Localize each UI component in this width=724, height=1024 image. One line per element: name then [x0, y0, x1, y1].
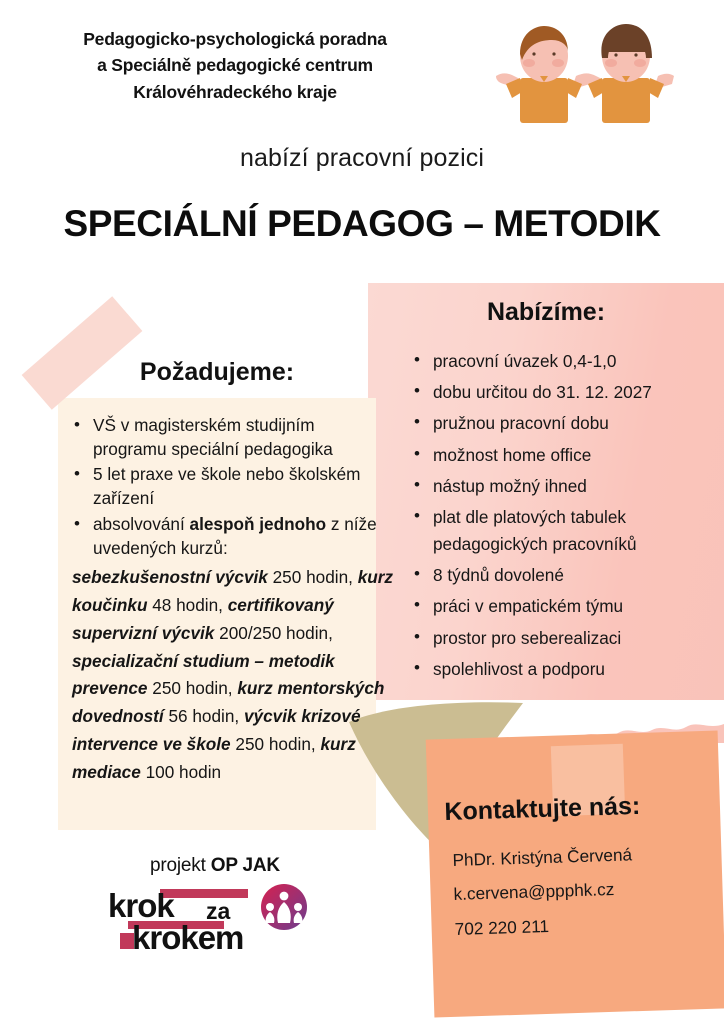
pink-tape-decoration: [22, 296, 143, 409]
course-hours: 56 hodin,: [168, 706, 240, 727]
list-item: • prostor pro seberealizaci: [412, 625, 722, 652]
offer-heading: Nabízíme:: [486, 298, 606, 326]
req-last-bold: alespoň jednoho: [189, 513, 327, 534]
offer-subtitle: nabízí pracovní pozici: [240, 144, 484, 172]
svg-text:krokem: krokem: [132, 919, 244, 953]
list-item: • možnost home office: [412, 442, 722, 469]
org-line-3: Královéhradeckého kraje: [133, 81, 337, 102]
two-children-illustration: [492, 18, 678, 130]
course-name: kurz mentorských dovedností: [72, 678, 385, 727]
list-item: • 5 let praxe ve škole nebo školském zařízení: [72, 463, 392, 510]
project-logo-caption: [100, 855, 330, 877]
contact-phone[interactable]: 702 220 211: [454, 915, 550, 939]
req-last-prefix: absolvování: [93, 513, 190, 534]
list-item: • dobu určitou do 31. 12. 2027: [412, 379, 722, 406]
organization-header: [0, 26, 470, 105]
course-name: výcvik krizové intervence ve škole: [72, 706, 361, 755]
courses-list: [72, 564, 412, 787]
org-line-2: a Speciálně pedagogické centrum: [97, 55, 373, 76]
list-item: • pružnou pracovní dobu: [412, 410, 722, 437]
course-hours: 250 hodin,: [272, 567, 353, 587]
logo-program: OP JAK: [210, 855, 280, 876]
page-title: SPECIÁLNÍ PEDAGOG – METODIK: [63, 203, 661, 244]
list-item: • 8 týdnů dovolené: [412, 562, 722, 589]
req-last-suffix: z níže uvedených kurzů:: [93, 513, 377, 558]
course-name: certifikovaný supervizní výcvik: [72, 594, 334, 643]
contact-email[interactable]: k.cervena@ppphk.cz: [453, 879, 615, 905]
list-item: • plat dle platových tabulek pedagogických pracovníků: [412, 504, 722, 558]
course-hours: 250 hodin,: [235, 734, 316, 755]
course-name: kurz koučinku: [72, 567, 394, 615]
logo-prefix: projekt: [150, 855, 211, 876]
krok-za-krokem-logomark: [100, 881, 330, 953]
org-line-1: Pedagogicko-psychologická poradna: [83, 29, 387, 49]
contact-person-name: PhDr. Kristýna Červená: [452, 844, 633, 870]
contact-heading: Kontaktujte nás:: [444, 791, 641, 826]
project-logo: [100, 855, 330, 958]
course-name: kurz mediace: [72, 734, 356, 783]
course-name: sebezkušenostní výcvik: [72, 567, 268, 587]
course-hours: 250 hodin,: [152, 678, 233, 699]
contact-details: [452, 834, 724, 946]
requirements-heading: Požadujeme:: [139, 358, 295, 386]
offer-list: [412, 348, 722, 687]
list-item: • pracovní úvazek 0,4-1,0: [412, 348, 722, 375]
requirements-list: [72, 414, 392, 562]
course-name: specializační studium – metodik prevence: [72, 650, 335, 699]
svg-text:krok: krok: [108, 887, 174, 924]
list-item: • VŠ v magisterském studijním programu speciální pedagogika: [72, 414, 392, 461]
list-item: [72, 513, 392, 560]
course-hours: 100 hodin: [145, 762, 222, 783]
course-hours: 48 hodin,: [152, 594, 223, 615]
list-item: • spolehlivost a podporu: [412, 656, 722, 683]
list-item: • práci v empatickém týmu: [412, 593, 722, 620]
list-item: • nástup možný ihned: [412, 473, 722, 500]
course-hours: 200/250 hodin,: [219, 622, 333, 643]
svg-text:za: za: [206, 898, 231, 924]
